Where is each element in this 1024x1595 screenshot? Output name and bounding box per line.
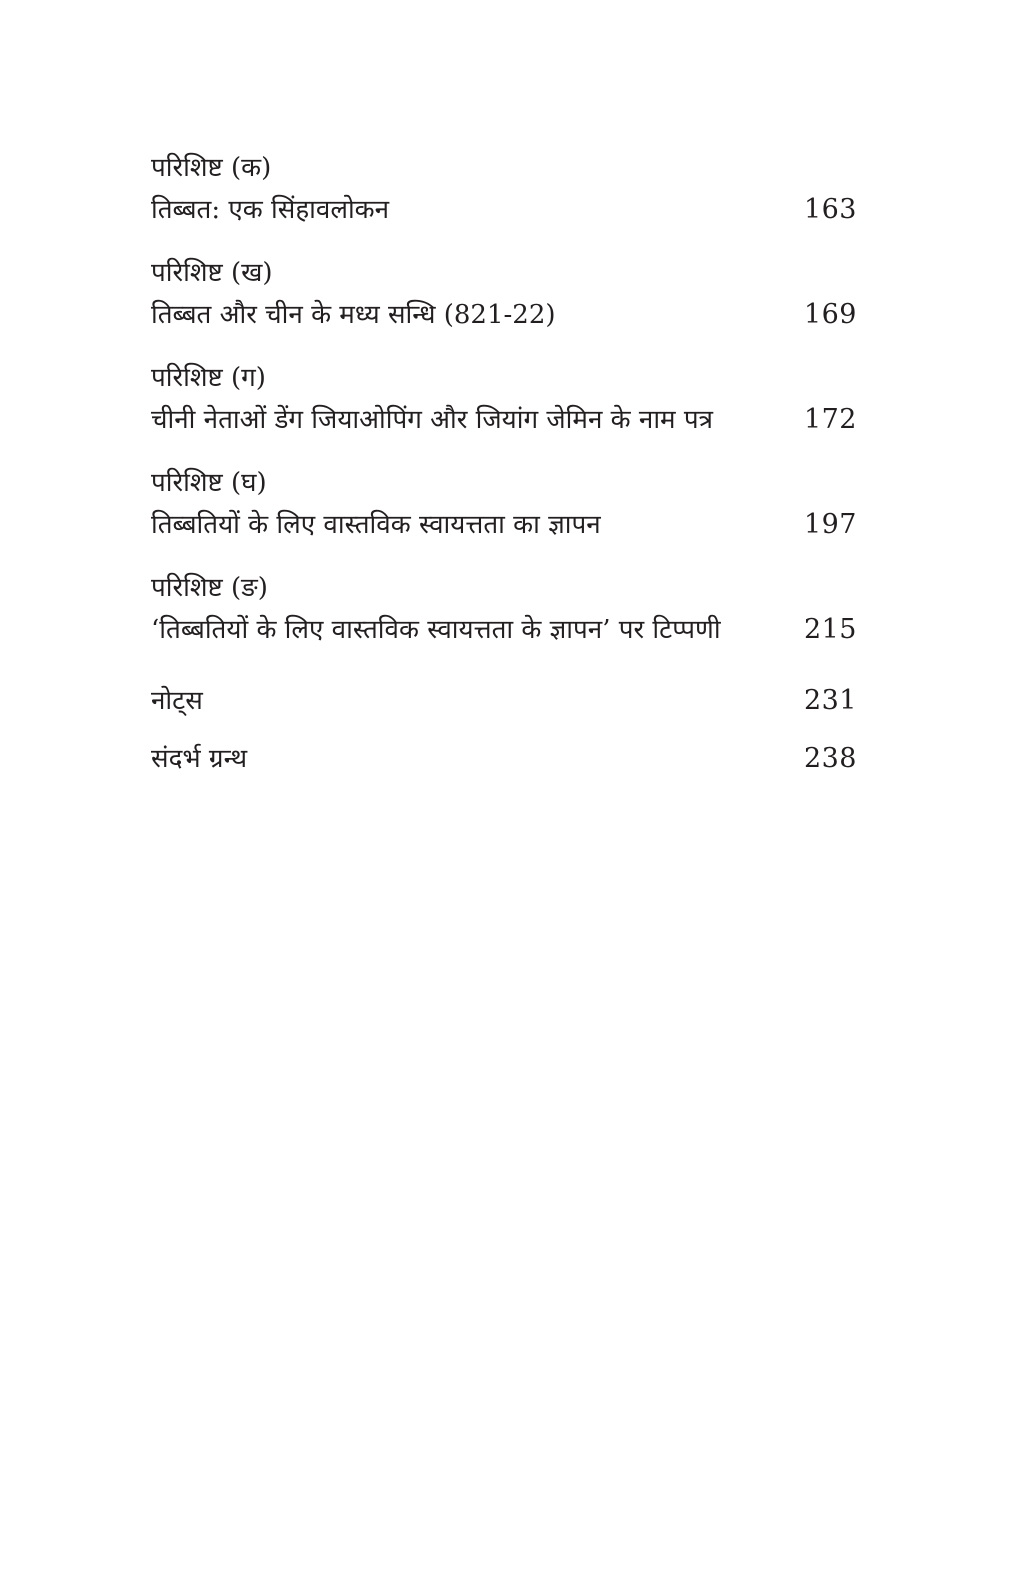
toc-entry-page-number: 231 bbox=[803, 685, 857, 716]
toc-entry-page-number: 197 bbox=[803, 509, 857, 540]
toc-entry-appendix-gha[interactable] bbox=[151, 505, 857, 545]
toc-heading-text: परिशिष्ट (ख) bbox=[151, 258, 273, 288]
toc-heading-text: परिशिष्ट (ङ) bbox=[151, 573, 268, 603]
toc-entry-page-number: 238 bbox=[803, 743, 857, 774]
toc-entry-page-number: 215 bbox=[803, 614, 857, 645]
toc-heading-text: परिशिष्ट (क) bbox=[151, 153, 272, 183]
toc-entry-appendix-nga[interactable] bbox=[151, 610, 857, 650]
toc-heading-appendix-gha bbox=[151, 463, 857, 503]
toc-entry-title: ‘तिब्बतियों के लिए वास्तविक स्वायत्तता के ज्ञापन’ पर टिप्पणी bbox=[151, 615, 721, 645]
toc-entry-page-number: 169 bbox=[803, 299, 857, 330]
toc-heading-appendix-ka bbox=[151, 148, 857, 188]
toc-entry-title: नोट्स bbox=[151, 686, 203, 716]
toc-entry-appendix-kha[interactable] bbox=[151, 295, 857, 335]
toc-entry-page-number: 163 bbox=[803, 194, 857, 225]
toc-heading-text: परिशिष्ट (घ) bbox=[151, 468, 267, 498]
toc-entry-title: तिब्बतियों के लिए वास्तविक स्वायत्तता का ज्ञापन bbox=[151, 510, 601, 540]
toc-entry-title: संदर्भ ग्रन्थ bbox=[151, 744, 248, 774]
toc-entry-title: तिब्बत और चीन के मध्य सन्धि (821-22) bbox=[151, 300, 556, 330]
toc-heading-appendix-kha bbox=[151, 253, 857, 293]
toc-entry-appendix-ka[interactable] bbox=[151, 190, 857, 230]
toc-heading-appendix-ga bbox=[151, 358, 857, 398]
toc-heading-text: परिशिष्ट (ग) bbox=[151, 363, 266, 393]
toc-entry-title: चीनी नेताओं डेंग जियाओपिंग और जियांग जेमिन के नाम पत्र bbox=[151, 405, 713, 435]
toc-entry-page-number: 172 bbox=[803, 404, 857, 435]
toc-entry-appendix-ga[interactable] bbox=[151, 400, 857, 440]
toc-entry-bibliography[interactable] bbox=[151, 739, 857, 779]
toc-entry-title: तिब्बत: एक सिंहावलोकन bbox=[151, 195, 390, 225]
toc-entry-notes[interactable] bbox=[151, 681, 857, 721]
toc-heading-appendix-nga bbox=[151, 568, 857, 608]
